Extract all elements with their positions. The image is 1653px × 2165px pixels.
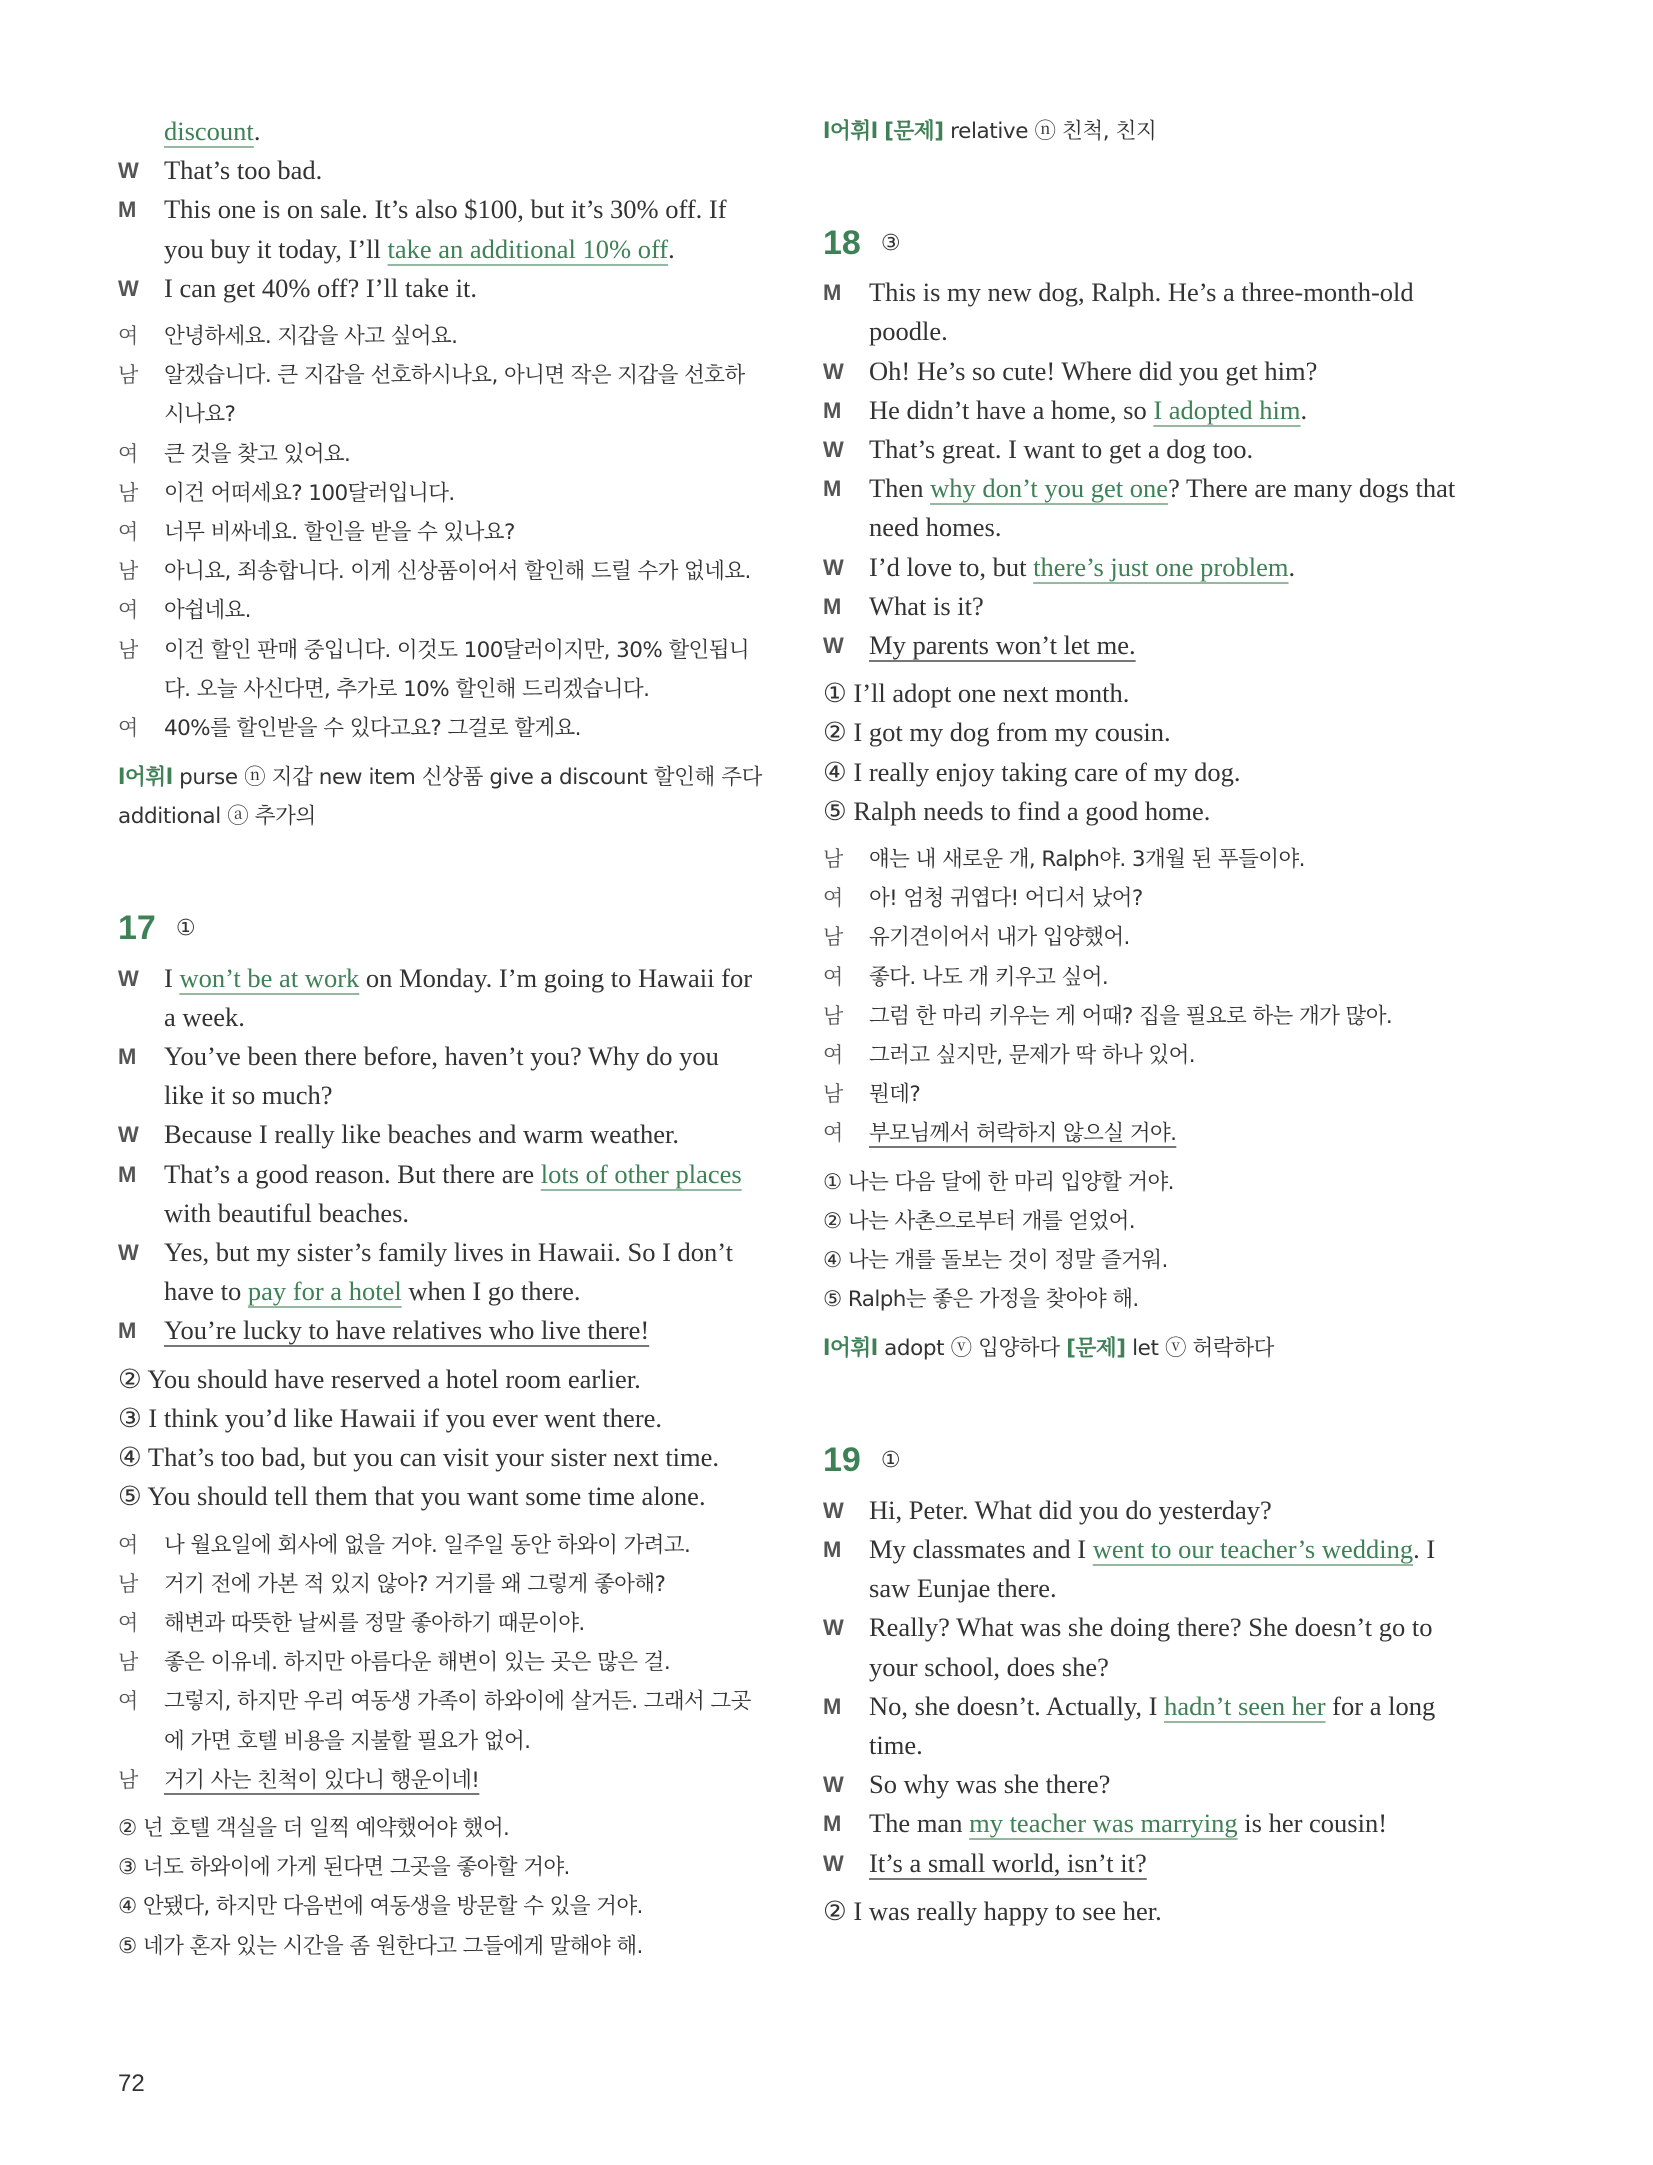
text-segment: 아쉽네요.	[164, 598, 251, 624]
dialogue-line	[118, 959, 764, 1037]
text-segment: .	[1300, 394, 1308, 425]
text-segment: 얘는 내 새로운 개, Ralph야. 3개월 된 푸들이야.	[869, 847, 1305, 873]
vocab-tag: l어휘l	[823, 1336, 878, 1362]
speaker-label: M	[118, 197, 137, 223]
highlighted-phrase: pay for a hotel	[247, 1276, 402, 1307]
dialogue-line	[823, 1608, 1478, 1686]
speaker-label: M	[823, 1536, 842, 1562]
dialogue-line	[823, 1114, 1478, 1153]
dialogue-line	[118, 1115, 764, 1154]
q17-heading	[118, 905, 764, 953]
speaker-label: M	[823, 397, 842, 423]
answer-phrase: 부모님께서 허락하지 않으실 거야.	[869, 1121, 1177, 1147]
highlighted-phrase: there’s just one problem	[1033, 551, 1289, 582]
option-line: ④ That’s too bad, but you can visit your sister next time.	[118, 1442, 720, 1473]
dialogue-line	[823, 430, 1478, 469]
speaker-label: W	[118, 1122, 139, 1148]
dialogue-line	[118, 1565, 764, 1604]
text-segment: The man	[869, 1808, 970, 1839]
dialogue-line	[118, 356, 764, 434]
answer-phrase: My parents won’t let me.	[869, 630, 1136, 661]
q17-answer: ①	[175, 916, 196, 942]
speaker-label: W	[823, 358, 844, 384]
q17-options-en	[118, 1360, 764, 1517]
speaker-label: 남	[823, 925, 843, 950]
text-segment: purse ⓝ 지갑 new item 신상품 give a discount 할인해 주다 additional ⓐ 추가의	[118, 765, 763, 830]
q17-dialogue-ko	[118, 1526, 764, 1800]
q18-dialogue-en	[823, 273, 1478, 665]
text-segment: 나 월요일에 회사에 없을 거야. 일주일 동안 하와이 가려고.	[164, 1532, 691, 1558]
dialogue-line	[823, 587, 1478, 626]
text-segment: You’ve been there before, haven’t you? Why do you like it so much?	[164, 1041, 719, 1111]
speaker-label: W	[823, 1615, 844, 1641]
q18-vocab	[823, 1329, 1478, 1368]
dialogue-line	[118, 474, 764, 513]
text-segment: Hi, Peter. What did you do yesterday?	[869, 1494, 1272, 1525]
text-segment: 그럼 한 마리 키우는 게 어때? 집을 필요로 하는 개가 많아.	[869, 1003, 1393, 1029]
q19-number: 19	[823, 1441, 861, 1480]
dialogue-line	[118, 1643, 764, 1682]
dialogue-line	[823, 352, 1478, 391]
text-segment: This is my new dog, Ralph. He’s a three-month-old poodle.	[869, 277, 1414, 347]
text-segment: What is it?	[869, 590, 984, 621]
text-segment: . I saw Eunjae there.	[869, 1533, 1436, 1604]
text-segment: So why was she there?	[869, 1769, 1111, 1800]
dialogue-line	[823, 1075, 1478, 1114]
dialogue-line	[823, 469, 1478, 547]
q17-options-ko	[118, 1809, 764, 1966]
option-line: ② 나는 사촌으로부터 개를 얻었어.	[823, 1208, 1136, 1234]
text-segment: 이건 할인 판매 중입니다. 이것도 100달러이지만, 30% 할인됩니다. 오늘 사신다면, 추가로 10% 할인해 드리겠습니다.	[164, 637, 750, 702]
dialogue-line	[823, 1530, 1478, 1608]
dialogue-line	[823, 879, 1478, 918]
dialogue-line	[823, 548, 1478, 587]
text-segment: 좋은 이유네. 하지만 아름다운 해변이 있는 곳은 많은 걸.	[164, 1650, 671, 1676]
text-segment: That’s too bad.	[164, 155, 323, 186]
page-number: 72	[118, 2070, 145, 2097]
speaker-label: 여	[118, 1689, 138, 1714]
text-segment: That’s a good reason. But there are	[164, 1158, 541, 1189]
speaker-label: M	[118, 1161, 137, 1187]
text-segment: This one is on sale. It’s also $100, but it’s 30% off. If you buy it today, I’ll	[164, 194, 727, 264]
highlighted-phrase: went to our teacher’s wedding	[1092, 1533, 1414, 1564]
speaker-label: M	[823, 593, 842, 619]
text-segment: 이건 어떠세요? 100달러입니다.	[164, 480, 455, 506]
dialogue-line	[118, 552, 764, 591]
option-line: ④ 나는 개를 돌보는 것이 정말 즐거워.	[823, 1248, 1168, 1274]
speaker-label: 남	[823, 1003, 843, 1028]
answer-phrase: It’s a small world, isn’t it?	[869, 1847, 1147, 1878]
dialogue-line	[823, 997, 1478, 1036]
option-line: ③ I think you’d like Hawaii if you ever went there.	[118, 1402, 663, 1433]
q19-heading	[823, 1437, 1478, 1485]
option-line: ⑤ You should tell them that you want some time alone.	[118, 1481, 706, 1512]
text-segment: 40%를 할인받을 수 있다고요? 그걸로 할게요.	[164, 716, 581, 742]
option-line: ④ 안됐다, 하지만 다음번에 여동생을 방문할 수 있을 거야.	[118, 1894, 643, 1920]
dialogue-line	[823, 1491, 1478, 1530]
text-segment: Oh! He’s so cute! Where did you get him?	[869, 355, 1318, 386]
speaker-label: 여	[823, 1043, 843, 1068]
option-line: ② 넌 호텔 객실을 더 일찍 예약했어야 했어.	[118, 1815, 510, 1841]
q18-heading	[823, 219, 1478, 267]
option-line: ④ I really enjoy taking care of my dog.	[823, 756, 1241, 787]
highlighted-phrase: hadn’t seen her	[1164, 1690, 1326, 1721]
q18-dialogue-ko	[823, 840, 1478, 1154]
dialogue-line	[118, 317, 764, 356]
speaker-label: 여	[823, 964, 843, 989]
highlighted-phrase: discount	[164, 116, 254, 146]
speaker-label: W	[823, 1850, 844, 1876]
dialogue-line	[823, 273, 1478, 351]
speaker-label: W	[118, 965, 139, 991]
speaker-label: 여	[118, 520, 138, 545]
highlighted-phrase: won’t be at work	[179, 962, 360, 993]
dialogue-line	[823, 958, 1478, 997]
q18-number: 18	[823, 223, 861, 262]
dialogue-line	[823, 1804, 1478, 1843]
text-segment: ? There are many dogs that need homes.	[869, 473, 1456, 543]
speaker-label: 남	[118, 1650, 138, 1675]
speaker-label: M	[823, 1693, 842, 1719]
vocab-tag: l어휘l	[118, 765, 173, 791]
dialogue-line	[823, 918, 1478, 957]
text-segment: 아! 엄청 귀엽다! 어디서 났어?	[869, 886, 1143, 912]
text-segment: adopt ⓥ 입양하다	[877, 1336, 1067, 1362]
dialogue-line	[118, 269, 764, 308]
speaker-label: W	[823, 437, 844, 463]
dialogue-line	[118, 631, 764, 709]
text-segment: let ⓥ 허락하다	[1125, 1336, 1274, 1362]
speaker-label: 여	[118, 598, 138, 623]
q18-options-en	[823, 674, 1478, 831]
text-segment: on Monday. I’m going to Hawaii for a week.	[164, 962, 753, 1032]
text-segment: My classmates and I	[869, 1533, 1093, 1564]
speaker-label: 여	[118, 441, 138, 466]
dialogue-line	[118, 112, 764, 151]
dialogue-line	[118, 190, 764, 268]
highlighted-phrase: take an additional 10% off	[387, 233, 669, 264]
dialogue-line	[118, 1682, 764, 1760]
text-segment: I can get 40% off? I’ll take it.	[164, 272, 477, 303]
option-line: ② You should have reserved a hotel room earlier.	[118, 1363, 641, 1394]
speaker-label: M	[118, 1044, 137, 1070]
speaker-label: W	[118, 158, 139, 184]
q17-dialogue-en	[118, 959, 764, 1351]
speaker-label: 여	[118, 1610, 138, 1635]
q19-answer: ①	[880, 1448, 901, 1474]
option-line: ⑤ 네가 혼자 있는 시간을 좀 원한다고 그들에게 말해야 해.	[118, 1933, 643, 1959]
q16-dialogue-en	[118, 112, 764, 308]
highlighted-phrase: I adopted him	[1153, 394, 1301, 425]
speaker-label: M	[823, 280, 842, 306]
speaker-label: M	[118, 1318, 137, 1344]
text-segment: I	[164, 962, 180, 993]
text-segment: .	[1288, 551, 1296, 582]
dialogue-line	[118, 1311, 764, 1350]
q16-dialogue-ko	[118, 317, 764, 748]
text-segment: I’d love to, but	[869, 551, 1034, 582]
dialogue-line	[118, 1233, 764, 1311]
text-segment: Really? What was she doing there? She doesn’t go to your school, does she?	[869, 1612, 1433, 1682]
q17-number: 17	[118, 909, 156, 948]
option-line: ① I’ll adopt one next month.	[823, 678, 1130, 709]
highlighted-phrase: my teacher was marrying	[969, 1808, 1238, 1839]
speaker-label: 남	[118, 1767, 138, 1792]
speaker-label: W	[823, 633, 844, 659]
text-segment: Yes, but my sister’s family lives in Hawaii. So I don’t have to	[164, 1237, 734, 1307]
text-segment: Then	[869, 473, 931, 504]
speaker-label: 여	[118, 324, 138, 349]
dialogue-line	[823, 1687, 1478, 1765]
q19-options-en	[823, 1892, 1478, 1931]
text-segment: 해변과 따뜻한 날씨를 정말 좋아하기 때문이야.	[164, 1610, 585, 1636]
speaker-label: 남	[823, 1082, 843, 1107]
answer-phrase: 거기 사는 친척이 있다니 행운이네!	[164, 1767, 480, 1793]
option-line: ① 나는 다음 달에 한 마리 입양할 거야.	[823, 1169, 1174, 1195]
speaker-label: 남	[118, 363, 138, 388]
vocab-tag: l어휘l	[823, 119, 878, 144]
text-segment: No, she doesn’t. Actually, I	[869, 1690, 1165, 1721]
text-segment: 알겠습니다. 큰 지갑을 선호하시나요, 아니면 작은 지갑을 선호하시나요?	[164, 363, 745, 428]
vocab-tag: [문제]	[1066, 1336, 1126, 1362]
text-segment: 좋다. 나도 개 키우고 싶어.	[869, 964, 1109, 990]
dialogue-line	[118, 1155, 764, 1233]
dialogue-line	[823, 1036, 1478, 1075]
text-segment: 아니요, 죄송합니다. 이게 신상품이어서 할인해 드릴 수가 없네요.	[164, 559, 751, 585]
speaker-label: W	[823, 554, 844, 580]
right-column	[823, 112, 1478, 1931]
option-line: ⑤ Ralph needs to find a good home.	[823, 795, 1211, 826]
text-segment: relative ⓝ 친척, 친지	[943, 119, 1157, 144]
speaker-label: W	[823, 1772, 844, 1798]
dialogue-line	[118, 1526, 764, 1565]
q18-options-ko	[823, 1163, 1478, 1320]
speaker-label: M	[823, 1811, 842, 1837]
dialogue-line	[823, 391, 1478, 430]
speaker-label: 여	[823, 886, 843, 911]
option-line: ⑤ Ralph는 좋은 가정을 찾아야 해.	[823, 1287, 1139, 1313]
text-segment: .	[668, 233, 675, 264]
text-segment: when I go there.	[401, 1276, 581, 1307]
text-segment: with beautiful beaches.	[164, 1197, 410, 1228]
option-line: ② I was really happy to see her.	[823, 1895, 1162, 1926]
highlighted-phrase: lots of other places	[540, 1158, 742, 1189]
speaker-label: 여	[118, 716, 138, 741]
text-segment: 큰 것을 찾고 있어요.	[164, 441, 351, 467]
speaker-label: 남	[118, 559, 138, 584]
q17-vocab	[823, 112, 1478, 151]
speaker-label: W	[118, 1240, 139, 1266]
speaker-label: W	[118, 275, 139, 301]
dialogue-line	[823, 1844, 1478, 1883]
q16-vocab	[118, 758, 764, 836]
option-line: ② I got my dog from my cousin.	[823, 717, 1171, 748]
speaker-label: M	[823, 476, 842, 502]
dialogue-line	[118, 591, 764, 630]
speaker-label: W	[823, 1497, 844, 1523]
speaker-label: 여	[118, 1532, 138, 1557]
text-segment: 안녕하세요. 지갑을 사고 싶어요.	[164, 324, 458, 350]
text-segment: 거기 전에 가본 적 있지 않아? 거기를 왜 그렇게 좋아해?	[164, 1571, 666, 1597]
dialogue-line	[823, 840, 1478, 879]
text-segment: 그렇지, 하지만 우리 여동생 가족이 하와이에 살거든. 그래서 그곳에 가면 호텔 비용을 지불할 필요가 없어.	[164, 1689, 751, 1754]
dialogue-line	[118, 1761, 764, 1800]
highlighted-phrase: why don’t you get one	[930, 473, 1169, 504]
q19-dialogue-en	[823, 1491, 1478, 1883]
text-segment: for a long time.	[869, 1690, 1436, 1760]
dialogue-line	[823, 1765, 1478, 1804]
speaker-label: 남	[118, 480, 138, 505]
left-column	[118, 112, 764, 1966]
text-segment: 뭔데?	[869, 1082, 921, 1108]
text-segment: is her cousin!	[1237, 1808, 1388, 1839]
dialogue-line	[118, 709, 764, 748]
dialogue-line	[118, 435, 764, 474]
text-segment: 유기견이어서 내가 입양했어.	[869, 925, 1130, 951]
text-segment: Because I really like beaches and warm weather.	[164, 1119, 680, 1150]
dialogue-line	[118, 1037, 764, 1115]
dialogue-line	[118, 1604, 764, 1643]
text-segment: 그러고 싶지만, 문제가 딱 하나 있어.	[869, 1043, 1196, 1069]
speaker-label: 남	[118, 637, 138, 662]
answer-phrase: You’re lucky to have relatives who live there!	[164, 1315, 650, 1346]
option-line: ③ 너도 하와이에 가게 된다면 그곳을 좋아할 거야.	[118, 1855, 570, 1881]
text-segment: 너무 비싸네요. 할인을 받을 수 있나요?	[164, 520, 515, 546]
text-segment: He didn’t have a home, so	[869, 394, 1154, 425]
q18-answer: ③	[880, 230, 901, 256]
vocab-tag: [문제]	[884, 119, 944, 144]
text-segment: That’s great. I want to get a dog too.	[869, 434, 1254, 465]
speaker-label: 여	[823, 1121, 843, 1146]
dialogue-line	[118, 513, 764, 552]
speaker-label: 남	[823, 847, 843, 872]
text-segment: .	[253, 116, 261, 146]
dialogue-line	[118, 151, 764, 190]
speaker-label: 남	[118, 1571, 138, 1596]
dialogue-line	[823, 626, 1478, 665]
